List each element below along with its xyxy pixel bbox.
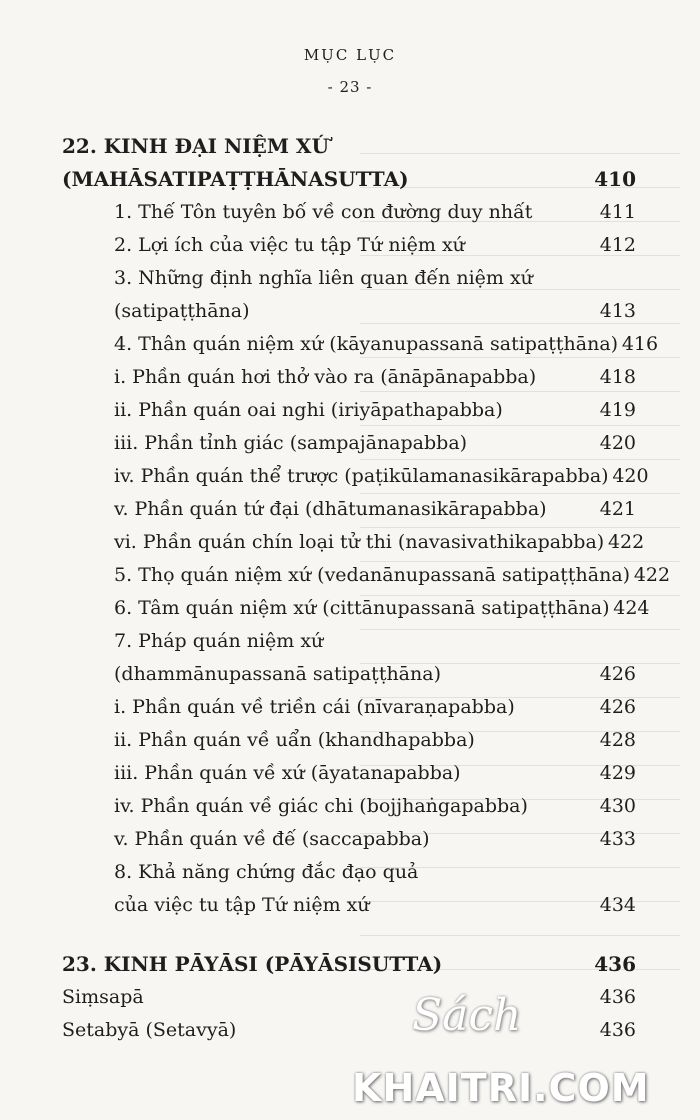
toc-entry[interactable] <box>62 757 636 790</box>
toc-entry-page: 418 <box>599 366 636 388</box>
toc-entry[interactable] <box>62 625 636 658</box>
toc-entry-title: 23. KINH PĀYĀSI (PĀYĀSISUTTA) <box>62 952 443 976</box>
toc-entry-page: 420 <box>612 465 649 487</box>
toc-entry-page: 410 <box>594 167 636 191</box>
toc-entry-title: ii. Phần quán oai nghi (iriyāpathapabba) <box>114 399 503 421</box>
toc-chapter-entry[interactable] <box>62 163 636 196</box>
toc-entry-title: Setabyā (Setavyā) <box>62 1019 237 1041</box>
toc-entry-page: 424 <box>613 597 650 619</box>
toc-entry-title: 8. Khả năng chứng đắc đạo quả <box>114 861 419 883</box>
toc-entry-page: 436 <box>594 952 636 976</box>
toc-entry-title: v. Phần quán về đế (saccapabba) <box>114 828 430 850</box>
toc-entry[interactable] <box>62 691 636 724</box>
toc-entry-page: 426 <box>599 663 636 685</box>
toc-entry[interactable] <box>62 889 636 922</box>
toc-entry[interactable] <box>62 493 636 526</box>
toc-entry[interactable] <box>62 394 636 427</box>
watermark-script: Sách <box>412 990 522 1041</box>
toc-entry-title: iii. Phần tỉnh giác (sampajānapabba) <box>114 432 468 454</box>
toc-entry-page: 416 <box>621 333 659 355</box>
toc-entry[interactable] <box>62 460 649 493</box>
toc-entry-page: 421 <box>599 498 636 520</box>
toc-entry-title: vi. Phần quán chín loại tử thi (navasivathikapabba) <box>114 531 605 553</box>
toc-entry-title: (dhammānupassanā satipaṭṭhāna) <box>114 663 441 685</box>
toc-entry-title: Siṃsapā <box>62 986 144 1008</box>
toc-entry-title: v. Phần quán tứ đại (dhātumanasikārapabba) <box>114 498 547 520</box>
toc-entry[interactable] <box>62 328 659 361</box>
toc-entry[interactable] <box>62 196 636 229</box>
toc-entry[interactable] <box>62 526 645 559</box>
toc-entry-page: 430 <box>599 795 636 817</box>
toc-entry-page: 436 <box>599 1019 636 1041</box>
toc-entry-title: 7. Pháp quán niệm xứ <box>114 630 324 652</box>
toc-entry-title: 4. Thân quán niệm xứ (kāyanupassanā satipaṭṭhāna) <box>114 333 619 355</box>
toc-entry-title: iii. Phần quán về xứ (āyatanapabba) <box>114 762 461 784</box>
toc-entry-title: 1. Thế Tôn tuyên bố về con đường duy nhất <box>114 201 533 223</box>
toc-entry-title: iv. Phần quán thể trược (paṭikūlamanasikārapabba) <box>114 465 609 487</box>
watermark-brand: KHAITRI.COM <box>352 1066 650 1110</box>
toc-entry-title: ii. Phần quán về uẩn (khandhapabba) <box>114 729 475 751</box>
toc-entry-page: 426 <box>599 696 636 718</box>
toc-chapter-entry[interactable] <box>62 948 636 981</box>
page-number: - 23 - <box>327 78 373 96</box>
section-gap <box>62 922 636 948</box>
toc-entry-page: 422 <box>607 531 645 553</box>
toc-entry[interactable] <box>62 658 636 691</box>
running-header: MỤC LỤC <box>303 46 397 64</box>
toc-entry-page: 433 <box>599 828 636 850</box>
table-of-contents <box>62 130 671 1047</box>
toc-entry-page: 436 <box>599 986 636 1008</box>
toc-entry[interactable] <box>62 295 636 328</box>
toc-entry[interactable] <box>62 823 636 856</box>
toc-entry-title: 3. Những định nghĩa liên quan đến niệm xứ <box>114 267 533 289</box>
toc-entry-page: 422 <box>633 564 671 586</box>
toc-entry[interactable] <box>62 427 636 460</box>
toc-entry-page: 413 <box>599 300 636 322</box>
toc-entry-page: 411 <box>599 201 636 223</box>
toc-entry-title: 2. Lợi ích của việc tu tập Tứ niệm xứ <box>114 234 465 256</box>
toc-entry-title: 22. KINH ĐẠI NIỆM XỨ <box>62 134 329 158</box>
toc-entry-title: i. Phần quán về triền cái (nīvaraṇapabba) <box>114 696 515 718</box>
toc-entry[interactable] <box>62 592 650 625</box>
toc-chapter-entry[interactable] <box>62 130 636 163</box>
toc-entry-page: 420 <box>599 432 636 454</box>
toc-entry-page: 419 <box>599 399 636 421</box>
toc-entry-title: (MAHĀSATIPAṬṬHĀNASUTTA) <box>62 167 409 191</box>
toc-entry-title: 5. Thọ quán niệm xứ (vedanānupassanā satipaṭṭhāna) <box>114 564 631 586</box>
toc-entry-page: 434 <box>599 894 636 916</box>
toc-entry[interactable] <box>62 790 636 823</box>
toc-entry-title: i. Phần quán hơi thở vào ra (ānāpānapabba) <box>114 366 537 388</box>
toc-entry-page: 412 <box>599 234 636 256</box>
toc-entry[interactable] <box>62 559 671 592</box>
toc-entry-title: 6. Tâm quán niệm xứ (cittānupassanā satipaṭṭhāna) <box>114 597 610 619</box>
toc-entry-title: (satipaṭṭhāna) <box>114 300 250 322</box>
toc-entry[interactable] <box>62 856 636 889</box>
toc-entry-page: 429 <box>599 762 636 784</box>
toc-entry[interactable] <box>62 229 636 262</box>
toc-entry[interactable] <box>62 361 636 394</box>
toc-entry-title: của việc tu tập Tứ niệm xứ <box>114 894 370 916</box>
toc-entry-page: 428 <box>599 729 636 751</box>
toc-entry-title: iv. Phần quán về giác chi (bojjhaṅgapabba) <box>114 795 528 817</box>
toc-entry[interactable] <box>62 724 636 757</box>
toc-entry[interactable] <box>62 262 636 295</box>
watermark-logo <box>352 990 682 1110</box>
